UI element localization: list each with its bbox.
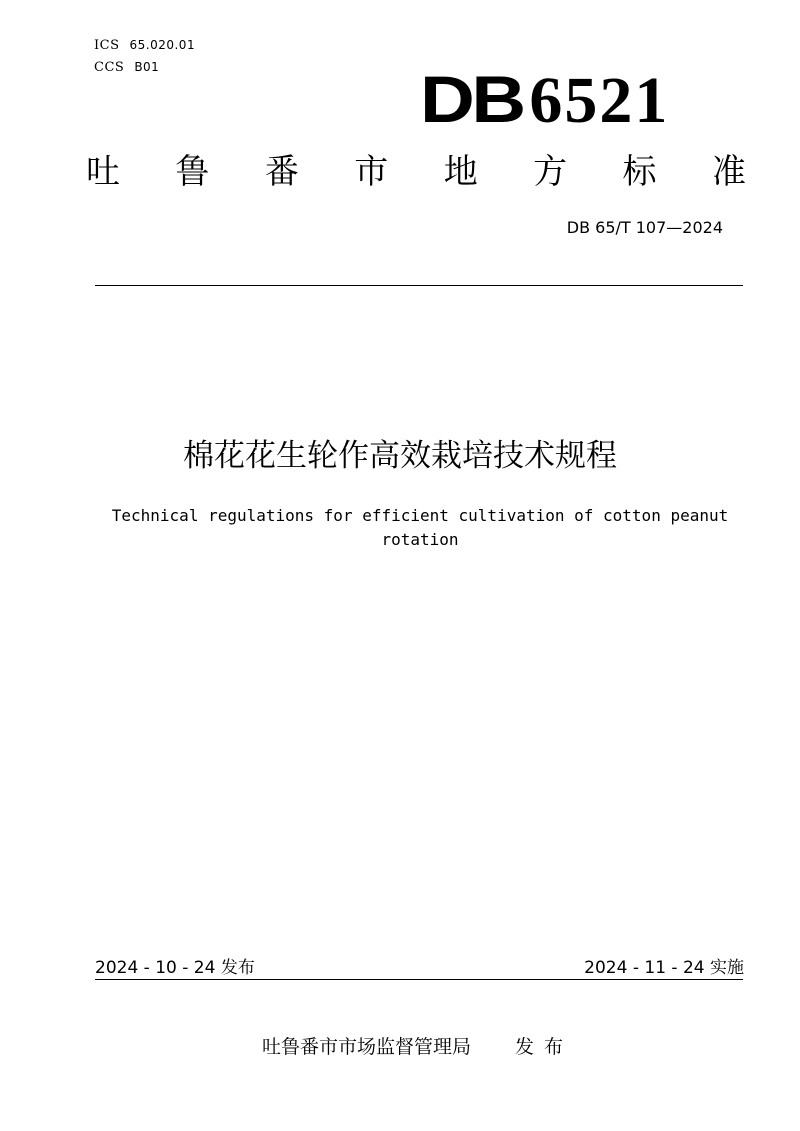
publisher-name: 吐鲁番市市场监督管理局 xyxy=(262,1036,472,1058)
code-prefix: DB xyxy=(420,62,523,136)
code-number: 6521 xyxy=(529,64,670,137)
title-chinese: 棉花花生轮作高效栽培技术规程 xyxy=(183,438,617,474)
implement-date: 2024 - 11 - 24 实施 xyxy=(584,958,744,978)
ccs-code xyxy=(94,60,159,75)
standard-code-logo xyxy=(420,62,670,137)
ics-code xyxy=(94,38,195,53)
publish-action: 发布 xyxy=(515,1036,574,1058)
ccs-label: CCS xyxy=(94,60,125,75)
standard-type-char: 地 xyxy=(443,152,478,192)
bottom-divider xyxy=(95,979,743,980)
ics-value: 65.020.01 xyxy=(129,38,196,52)
standard-type-heading xyxy=(86,150,746,194)
issue-date: 2024 - 10 - 24 发布 xyxy=(95,958,255,978)
standard-type-char: 番 xyxy=(264,152,299,192)
ics-label: ICS xyxy=(94,38,120,53)
publisher-line xyxy=(262,1032,573,1059)
ccs-value: B01 xyxy=(134,60,160,74)
standard-type-char: 方 xyxy=(533,152,568,192)
standard-number: DB 65/T 107—2024 xyxy=(566,218,723,237)
top-divider xyxy=(95,285,743,286)
standard-type-char: 市 xyxy=(354,152,389,192)
standard-type-char: 标 xyxy=(622,152,657,192)
standard-type-char: 鲁 xyxy=(175,152,210,192)
standard-type-char: 准 xyxy=(711,152,746,192)
standard-type-char: 吐 xyxy=(86,152,120,192)
title-english: Technical regulations for efficient cultivation of cotton peanut rotation xyxy=(111,506,729,549)
